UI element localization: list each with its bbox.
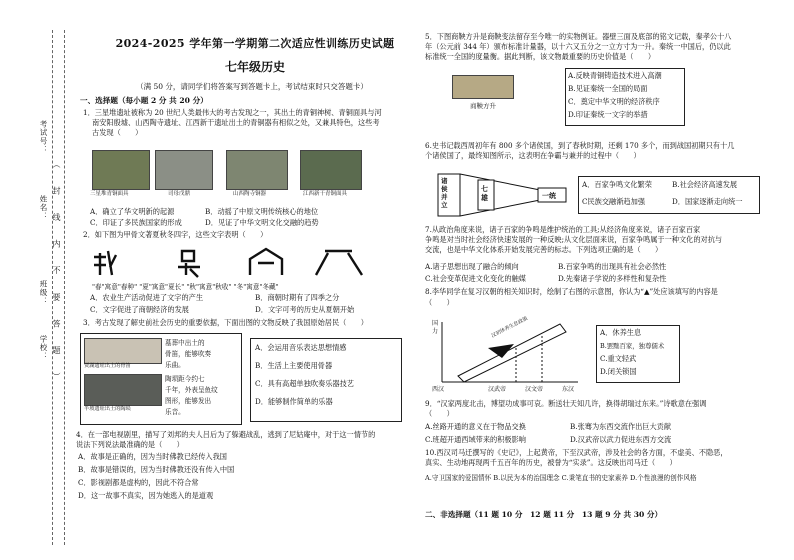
q2-option-a[interactable]: A．农业生产活动促进了文字的产生 [90, 293, 204, 302]
q9-stem: 9．“汉家两度北击，博望功成事可哀。断送壮天知几许，换得胡瑞过东来。”诗歌意在强调 （ ） [425, 399, 707, 419]
q3-text2: 陶埙距今约七 千年，外表呈鱼纹 图形，能够发出 乐音。 [165, 375, 218, 416]
funnel-label-3: 一统 [542, 191, 556, 200]
q4-option-c[interactable]: C．影视剧都是虚构的，因此不符合常 [78, 478, 199, 487]
xingan-mask-image [300, 150, 362, 190]
caption-1: 三星堆青铜面具 [90, 191, 129, 197]
q1-option-c[interactable]: C．印证了多民族国家的形成 [90, 218, 182, 227]
seal-line-text: （ 封 线 内 不 要 答 题 ） [52, 160, 61, 389]
oracle-bone-glyphs [90, 245, 390, 281]
q7-option-c[interactable]: C.社会变革促进文化变化的触媒 [425, 274, 526, 283]
glyph-labels: "春"寓意"春种" "夏"寓意"夏长" "秋"寓意"秋收" "冬"寓意"冬藏" [92, 283, 279, 291]
q3-option-c[interactable]: C．具有高超单独吹奏乐器技艺 [255, 379, 354, 388]
bone-flute-caption: 贾湖遗址出土的骨笛 [84, 363, 131, 369]
q7-option-a[interactable]: A.诸子思想出现了融合的倾向 [425, 262, 519, 271]
q9-option-d[interactable]: D.汉武帝以武力促进东西方交流 [570, 435, 672, 444]
q3-option-a[interactable]: A．会运用音乐表达思想情感 [255, 343, 347, 352]
class-label: 班级： [39, 280, 48, 306]
q8-option-b[interactable]: B.罢黜百家，独尊儒术 [600, 342, 665, 350]
q8-ylabel: 国力 [432, 320, 439, 335]
school-label: 学校： [39, 335, 48, 361]
exam-subtitle: 七年级历史 [224, 60, 285, 74]
caption-3: 山西陶寺铜器 [233, 191, 267, 197]
q2-stem: 2．如下图为甲骨文著夏秋冬四字，这些文字表明（ ） [83, 230, 268, 239]
section2-heading: 二、非选择题（11 题 10 分 12 题 11 分 13 题 9 分 共 30 分） [425, 510, 663, 519]
q8-xlabel-2: 汉武帝 [488, 386, 507, 393]
q8-option-a[interactable]: A．休养生息 [600, 328, 642, 337]
q6-option-b[interactable]: B.社会经济高速发展 [672, 180, 738, 189]
q1-option-b[interactable]: B．动摇了中原文明传统核心的地位 [205, 207, 319, 216]
shangyang-fangsheng-image [452, 75, 514, 99]
q1-option-a[interactable]: A．确立了华文明新的起源 [90, 207, 175, 216]
sanxingdui-mask-image [92, 150, 150, 190]
binding-dashed-line-inner [64, 30, 65, 545]
q1-option-d[interactable]: D．见证了中华文明文化交融的趋势 [205, 218, 319, 227]
q8-option-d[interactable]: D.闭关锁国 [600, 367, 637, 376]
caption-2: 司母戊鼎 [168, 191, 191, 197]
name-label: 姓名： [39, 195, 48, 221]
q3-text1: 墓葬中出土的 骨笛，能够吹奏 乐曲。 [165, 339, 212, 369]
q4-option-a[interactable]: A．故事是正确的，因为当时佛教已经传入我国 [78, 452, 227, 461]
exam-title: 2024-2025 学年第一学期第二次适应性训练历史试题 [115, 37, 395, 50]
q10-options[interactable]: A.守卫国家的爱国情怀 B.以民为本的治国理念 C.秉笔直书的史家素养 D.个性浪漫的创作风格 [425, 474, 697, 482]
q9-option-a[interactable]: A.丝路开通的意义在于物品交换 [425, 422, 526, 431]
q8-paren: （ ） [425, 298, 454, 307]
q5-option-d[interactable]: D.印证秦统一文字的举措 [568, 110, 648, 119]
q6-option-d[interactable]: D．国家逐渐走向统一 [672, 197, 743, 206]
q5-option-c[interactable]: C．奠定中华文明的经济秩序 [568, 97, 660, 106]
q2-option-b[interactable]: B．商朝时期有了四季之分 [255, 293, 340, 302]
q5-option-b[interactable]: B.见证秦统一全国的局面 [568, 84, 648, 93]
caption-4: 江西新干青铜面具 [303, 191, 348, 197]
q9-option-c[interactable]: C.班超开通西域带来的积极影响 [425, 435, 526, 444]
q4-option-d[interactable]: D．这一故事不真实，因为她逃入的是道观 [78, 491, 214, 500]
q7-stem: 7.从政治角度来说，诸子百家的争鸣是维护统治的工具;从经济角度来说，诸子百家百家 争鸣是对当时社会经济快速发展的一种反映;从文化层面来说，百家争鸣属于一种文化的对抗与 交流，也是中华文化体系开始发展完善的标志。下列选项正确的是（ ） [425, 225, 723, 255]
q8-option-c[interactable]: C.重文轻武 [600, 354, 637, 363]
q6-option-c[interactable]: C民族交融渐趋加强 [582, 197, 646, 206]
q1-stem: 1．三星堆遗址被称为 20 世纪人类最伟大的考古发现之一，其出土的青铜神树、青铜面具与河 南安阳殷墟、山西陶寺遗址、江西新干遗址出土的青铜器有相似之处，又兼具特色，这些考 古发现（ ） [83, 108, 382, 138]
q4-stem: 4．在一部电视剧里，描写了刘邦的夫人吕后为了躲避战乱，逃到了尼姑庵中，对于这一情节的 说法下列说法最准确的是（ ） [76, 430, 376, 450]
q9-option-b[interactable]: B.张骞为东西交流作出巨大贡献 [570, 422, 672, 431]
q8-stem: 8.李华同学在复习汉朝的相关知识时，绘制了右图的示意图，你认为“▲”处应该填写的内容是 [425, 287, 718, 296]
bone-flute-image [84, 338, 162, 364]
funnel-label-2: 七雄 [481, 184, 488, 202]
q2-option-c[interactable]: C．文字促进了商朝经济的发展 [90, 305, 189, 314]
exam-no-label: 考试号： [39, 120, 48, 154]
q10-stem: 10.西汉司马迁撰写的《史记》，上起黄帝，下至汉武帝，涉及社会的各方面，不虚美、不隐恶， 真实、生动地再现两千五百年的历史，被誉为“实录”。这反映出司马迁（ ） [425, 448, 728, 468]
simuwu-ding-image [155, 150, 213, 190]
exam-note: （满 50 分，请同学们将答案写到答题卡上，考试结束时只交答题卡） [136, 82, 368, 91]
q8-xlabel-4: 东汉 [562, 386, 575, 393]
q5-stem: 5．下图商鞅方升是商鞅变法留存至今唯一的实物例证。器壁三面及底部的铭文记载，秦孝公十八 年（公元前 344 年）颁布标准计量器，以十六又五分之一立方寸为一升。秦统一中国后，仍以此 标准统一全国的度量衡。据此判断，该文物最重要的历史价值是（ ） [425, 32, 732, 62]
q7-option-d[interactable]: D.先秦诸子学说的多样性和复杂性 [558, 274, 667, 283]
q6-stem: 6.史书记载西周初年有 800 多个诸侯国，到了春秋时期，还剩 170 多个，而到战国初期只有十几 个诸侯国了，最终知图所示，这表明在争霸与兼并的过程中（ ） [425, 141, 735, 161]
funnel-label-1: 诸侯并立 [441, 177, 448, 209]
q6-option-a[interactable]: A．百家争鸣文化繁荣 [582, 180, 652, 189]
q5-option-a[interactable]: A.反映青铜铸造技术进入高潮 [568, 71, 662, 80]
q3-option-d[interactable]: D．能够制作简单的乐器 [255, 397, 333, 406]
q4-option-b[interactable]: B．故事是错误的，因为当时佛教还没有传入中国 [78, 465, 235, 474]
q3-option-b[interactable]: B．生活上主要使用骨器 [255, 361, 333, 370]
q2-option-d[interactable]: D．文字可考的历史从夏朝开始 [255, 305, 355, 314]
q7-option-b[interactable]: B.百家争鸣的出现具有社会必然性 [558, 262, 667, 271]
q8-band-label: 汉初休养生息政策 [490, 315, 529, 340]
section1-heading: 一、选择题（每小题 2 分 共 20 分） [80, 96, 208, 105]
fangsheng-caption: 商鞅方升 [470, 102, 496, 110]
q3-stem: 3．考古发现了解史前社会历史的重要依据，下面出图的文物反映了我国原始居民（ ） [83, 318, 368, 327]
clay-xun-caption: 半坡遗址出土的陶埙 [84, 406, 131, 412]
q8-xlabel-3: 汉文帝 [525, 386, 544, 393]
taosi-bronze-image [226, 150, 288, 190]
clay-xun-image [84, 374, 162, 406]
q8-xlabel-1: 西汉 [432, 386, 445, 393]
